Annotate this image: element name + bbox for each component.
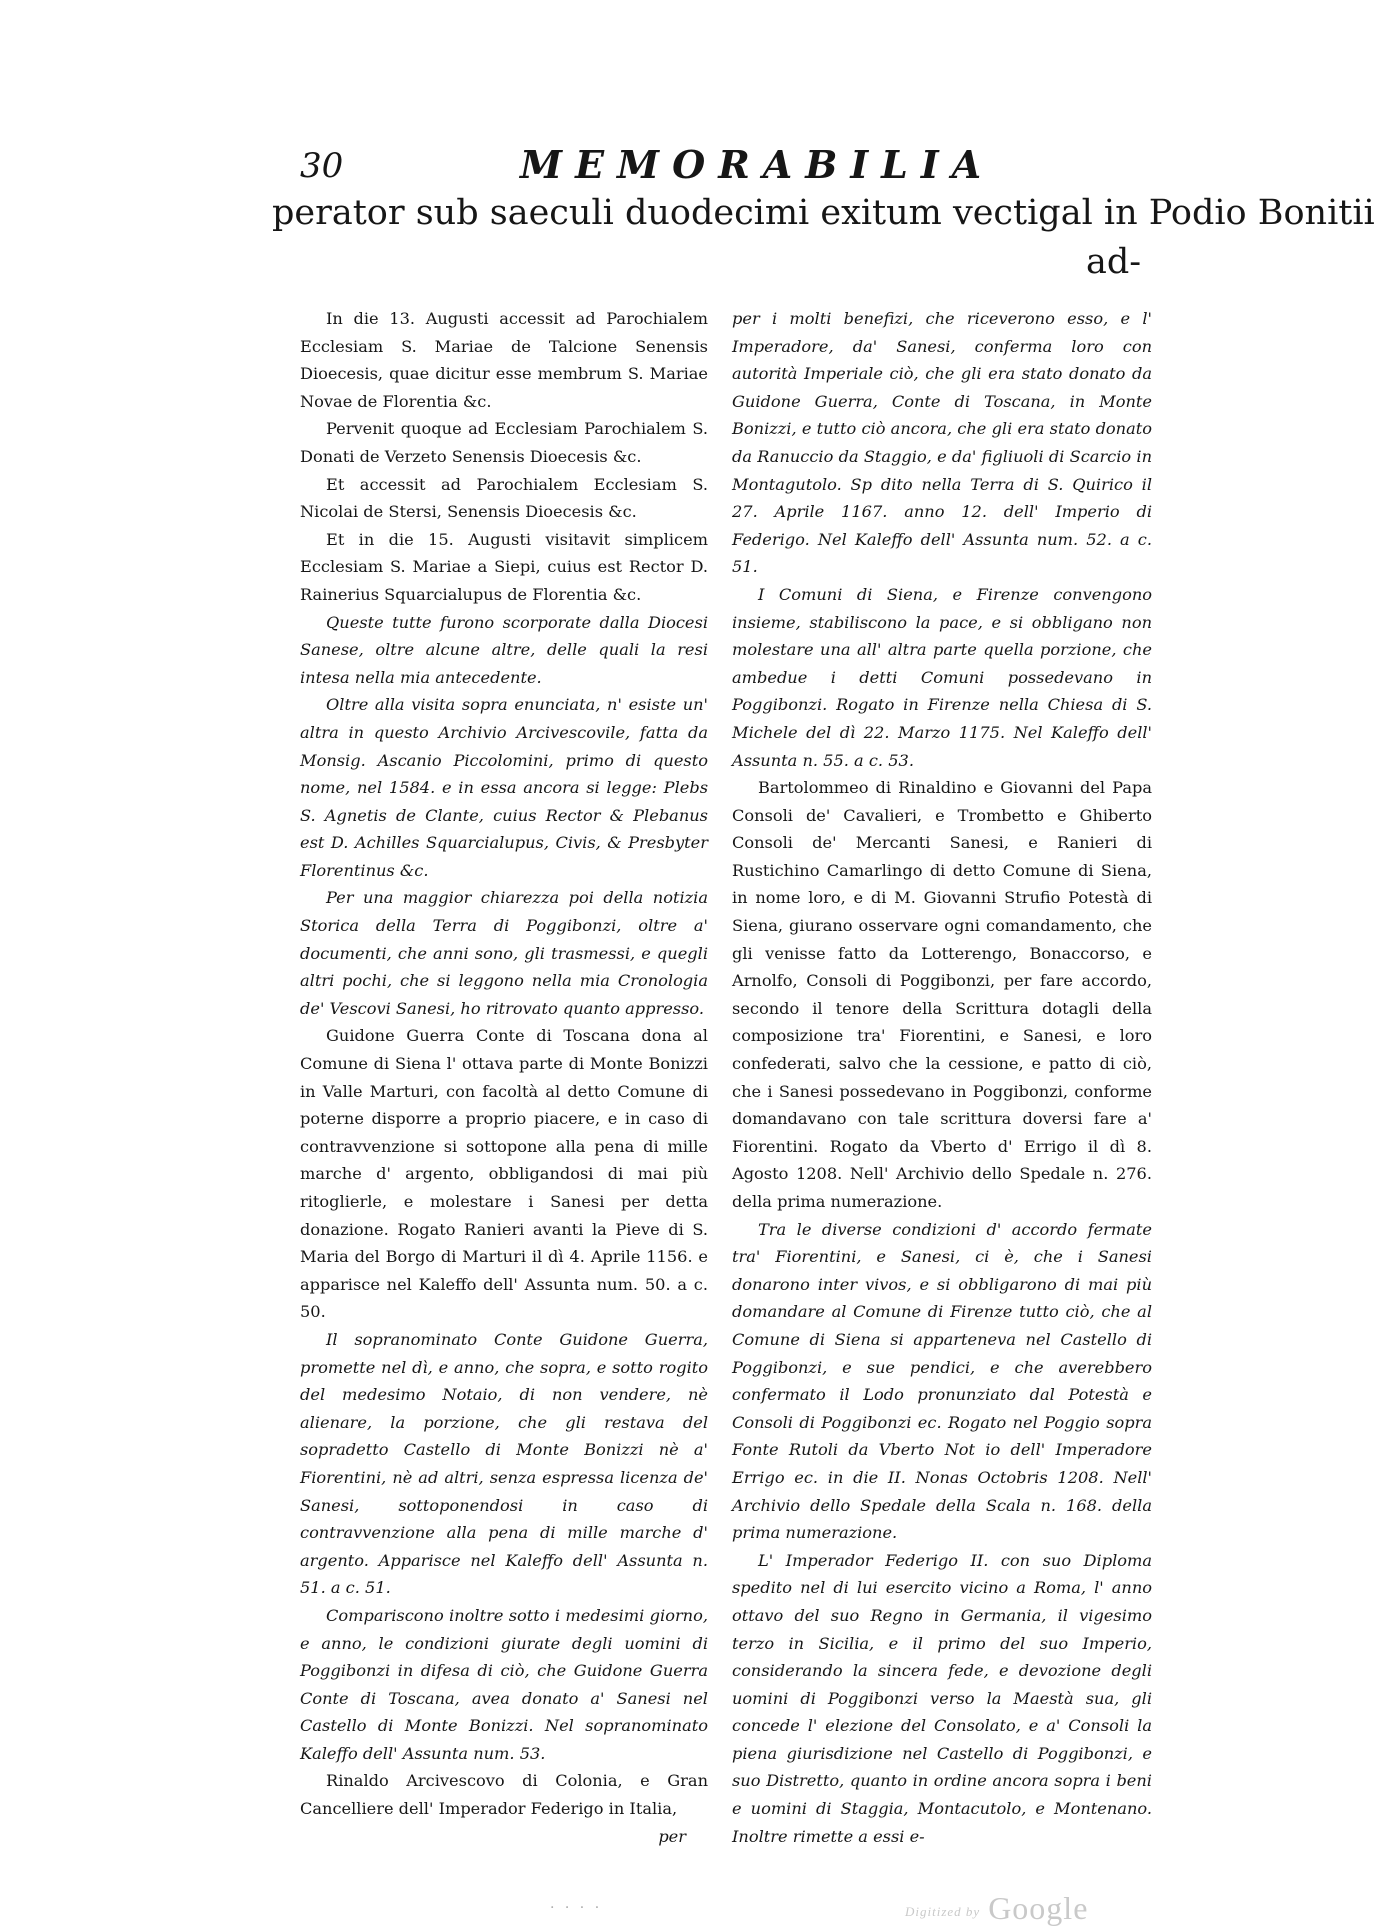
main-text-line: perator sub saeculi duodecimi exitum vectigal in Podio Bonitii: [272, 193, 1375, 233]
left-paragraph: Rinaldo Arcivescovo di Colonia, e Gran Cancelliere dell' Imperador Federigo in Italia,: [300, 1771, 708, 1819]
catchword: ad-: [1086, 242, 1142, 282]
watermark-brand: Google: [988, 1890, 1089, 1926]
left-paragraph: Oltre alla visita sopra enunciata, n' esiste un' altra in questo Archivio Arcivescovile, fatta da Monsig. Ascanio Piccolomini, primo di questo nome, nel 1584. e in essa ancora si legge: Plebs S. Agnetis de Clante, cuius Rector & Plebanus est D. Achilles Squarcialupus, Civis, & Presbyter Florentinus &c.: [300, 695, 708, 880]
column-catchword: per: [658, 1826, 686, 1846]
left-paragraph: In die 13. Augusti accessit ad Parochialem Ecclesiam S. Mariae de Talcione Senensis Dioecesis, quae dicitur esse membrum S. Mariae Novae de Florentia &c.: [300, 309, 708, 411]
right-paragraph: per i molti benefizi, che riceverono esso, e l' Imperadore, da' Sanesi, conferma loro con autorità Imperiale ciò, che gli era stato donato da Guidone Guerra, Conte di Toscana, in Monte Bonizzi, e tutto ciò ancora, che gli era stato donato da Ranuccio da Staggio, e da' figliuoli di Scarcio in Montagutolo. Sp dito nella Terra di S. Quirico il 27. Aprile 1167. anno 12. dell' Imperio di Federigo. Nel Kaleffo dell' Assunta num. 52. a c. 51.: [732, 309, 1152, 577]
left-paragraph: Guidone Guerra Conte di Toscana dona al Comune di Siena l' ottava parte di Monte Bonizzi in Valle Marturi, con facoltà al detto Comune di poterne disporre a proprio piacere, e in caso di contravvenzione si sottopone alla pena di mille marche d' argento, obbligandosi di mai più ritoglierle, e molestare i Sanesi per detta donazione. Rogato Ranieri avanti la Pieve di S. Maria del Borgo di Marturi il dì 4. Aprile 1156. e apparisce nel Kaleffo dell' Assunta num. 50. a c. 50.: [300, 1026, 708, 1322]
left-paragraph: Pervenit quoque ad Ecclesiam Parochialem S. Donati de Verzeto Senensis Dioecesis &c.: [300, 419, 708, 466]
right-paragraph: Tra le diverse condizioni d' accordo fermate tra' Fiorentini, e Sanesi, ci è, che i Sanesi donarono inter vivos, e si obbligarono di mai più domandare al Comune di Firenze tutto ciò, che al Comune di Siena si apparteneva nel Castello di Poggibonzi, e sue pendici, e che averebbero confermato il Lodo pronunziato dal Potestà e Consoli di Poggibonzi ec. Rogato nel Poggio sopra Fonte Rutoli da Vberto Not io dell' Imperadore Errigo ec. in die II. Nonas Octobris 1208. Nell' Archivio dello Spedale della Scala n. 168. della prima numerazione.: [732, 1219, 1152, 1543]
left-paragraph: Et accessit ad Parochialem Ecclesiam S. Nicolai de Stersi, Senensis Dioecesis &c.: [300, 474, 708, 522]
digitized-watermark: [905, 1890, 1088, 1927]
right-paragraph: L' Imperador Federigo II. con suo Diploma spedito nel di lui esercito vicino a Roma, l' anno ottavo del suo Regno in Germania, il vigesimo terzo in Sicilia, e il primo del suo Imperio, considerando la sincera fede, e devozione degli uomini di Poggibonzi verso la Maestà sua, gli concede l' elezione del Consolato, e a' Consoli la piena giurisdizione nel Castello di Poggibonzi, e suo Distretto, quanto in ordine ancora sopra i beni e uomini di Staggia, Montacutolo, e Montenano. Inoltre rimette a essi e-: [732, 1550, 1152, 1846]
right-paragraph: Bartolommeo di Rinaldino e Giovanni del Papa Consoli de' Cavalieri, e Trombetto e Ghiberto Consoli de' Mercanti Sanesi, e Ranieri di Rustichino Camarlingo di detto Comune di Siena, in nome loro, e di M. Giovanni Strufio Potestà di Siena, giurano osservare ogni comandamento, che gli venisse fatto da Lotterengo, Bonaccorso, e Arnolfo, Consoli di Poggibonzi, per fare accordo, secondo il tenore della Scrittura dotagli della composizione tra' Fiorentini, e Sanesi, e loro confederati, salvo che la cessione, e patto di ciò, che i Sanesi possedevano in Poggibonzi, conforme domandavano con tale scrittura doversi fare a' Fiorentini. Rogato da Vberto d' Errigo il dì 8. Agosto 1208. Nell' Archivio dello Spedale n. 276. della prima numerazione.: [732, 778, 1152, 1211]
left-paragraph: Queste tutte furono scorporate dalla Diocesi Sanese, oltre alcune altre, delle quali la resi intesa nella mia antecedente.: [300, 612, 708, 687]
left-paragraph: Per una maggior chiarezza poi della notizia Storica della Terra di Poggibonzi, oltre a' documenti, che anni sono, gli trasmessi, e quegli altri pochi, che si leggono nella mia Cronologia de' Vescovi Sanesi, ho ritrovato quanto appresso.: [300, 888, 708, 1018]
right-column: [732, 305, 1152, 1850]
left-paragraph: Il sopranominato Conte Guidone Guerra, promette nel dì, e anno, che sopra, e sotto rogito del medesimo Notaio, di non vendere, nè alienare, la porzione, che gli restava del sopradetto Castello di Monte Bonizzi nè a' Fiorentini, nè ad altri, senza espressa licenza de' Sanesi, sottoponendosi in caso di contravvenzione alla pena di mille marche d' argento. Apparisce nel Kaleffo dell' Assunta n. 51. a c. 51.: [300, 1329, 708, 1598]
left-column: [300, 305, 708, 1850]
watermark-prefix: Digitized by: [905, 1903, 981, 1919]
page-number: 30: [300, 146, 344, 186]
left-paragraph: Et in die 15. Augusti visitavit simplicem Ecclesiam S. Mariae a Siepi, cuius est Rector D. Rainerius Squarcialupus de Florentia &c.: [300, 529, 708, 604]
left-paragraph: Compariscono inoltre sotto i medesimi giorno, e anno, le condizioni giurate degli uomini di Poggibonzi in difesa di ciò, che Guidone Guerra Conte di Toscana, avea donato a' Sanesi nel Castello di Monte Bonizzi. Nel sopranominato Kaleffo dell' Assunta num. 53.: [300, 1605, 708, 1763]
running-head: MEMORABILIA: [520, 142, 995, 187]
gutter-marks: · · · ·: [550, 1900, 603, 1916]
right-paragraph: I Comuni di Siena, e Firenze convengono insieme, stabiliscono la pace, e si obbligano non molestare una all' altra parte quella porzione, che ambedue i detti Comuni possedevano in Poggibonzi. Rogato in Firenze nella Chiesa di S. Michele del dì 22. Marzo 1175. Nel Kaleffo dell' Assunta n. 55. a c. 53.: [732, 584, 1152, 770]
